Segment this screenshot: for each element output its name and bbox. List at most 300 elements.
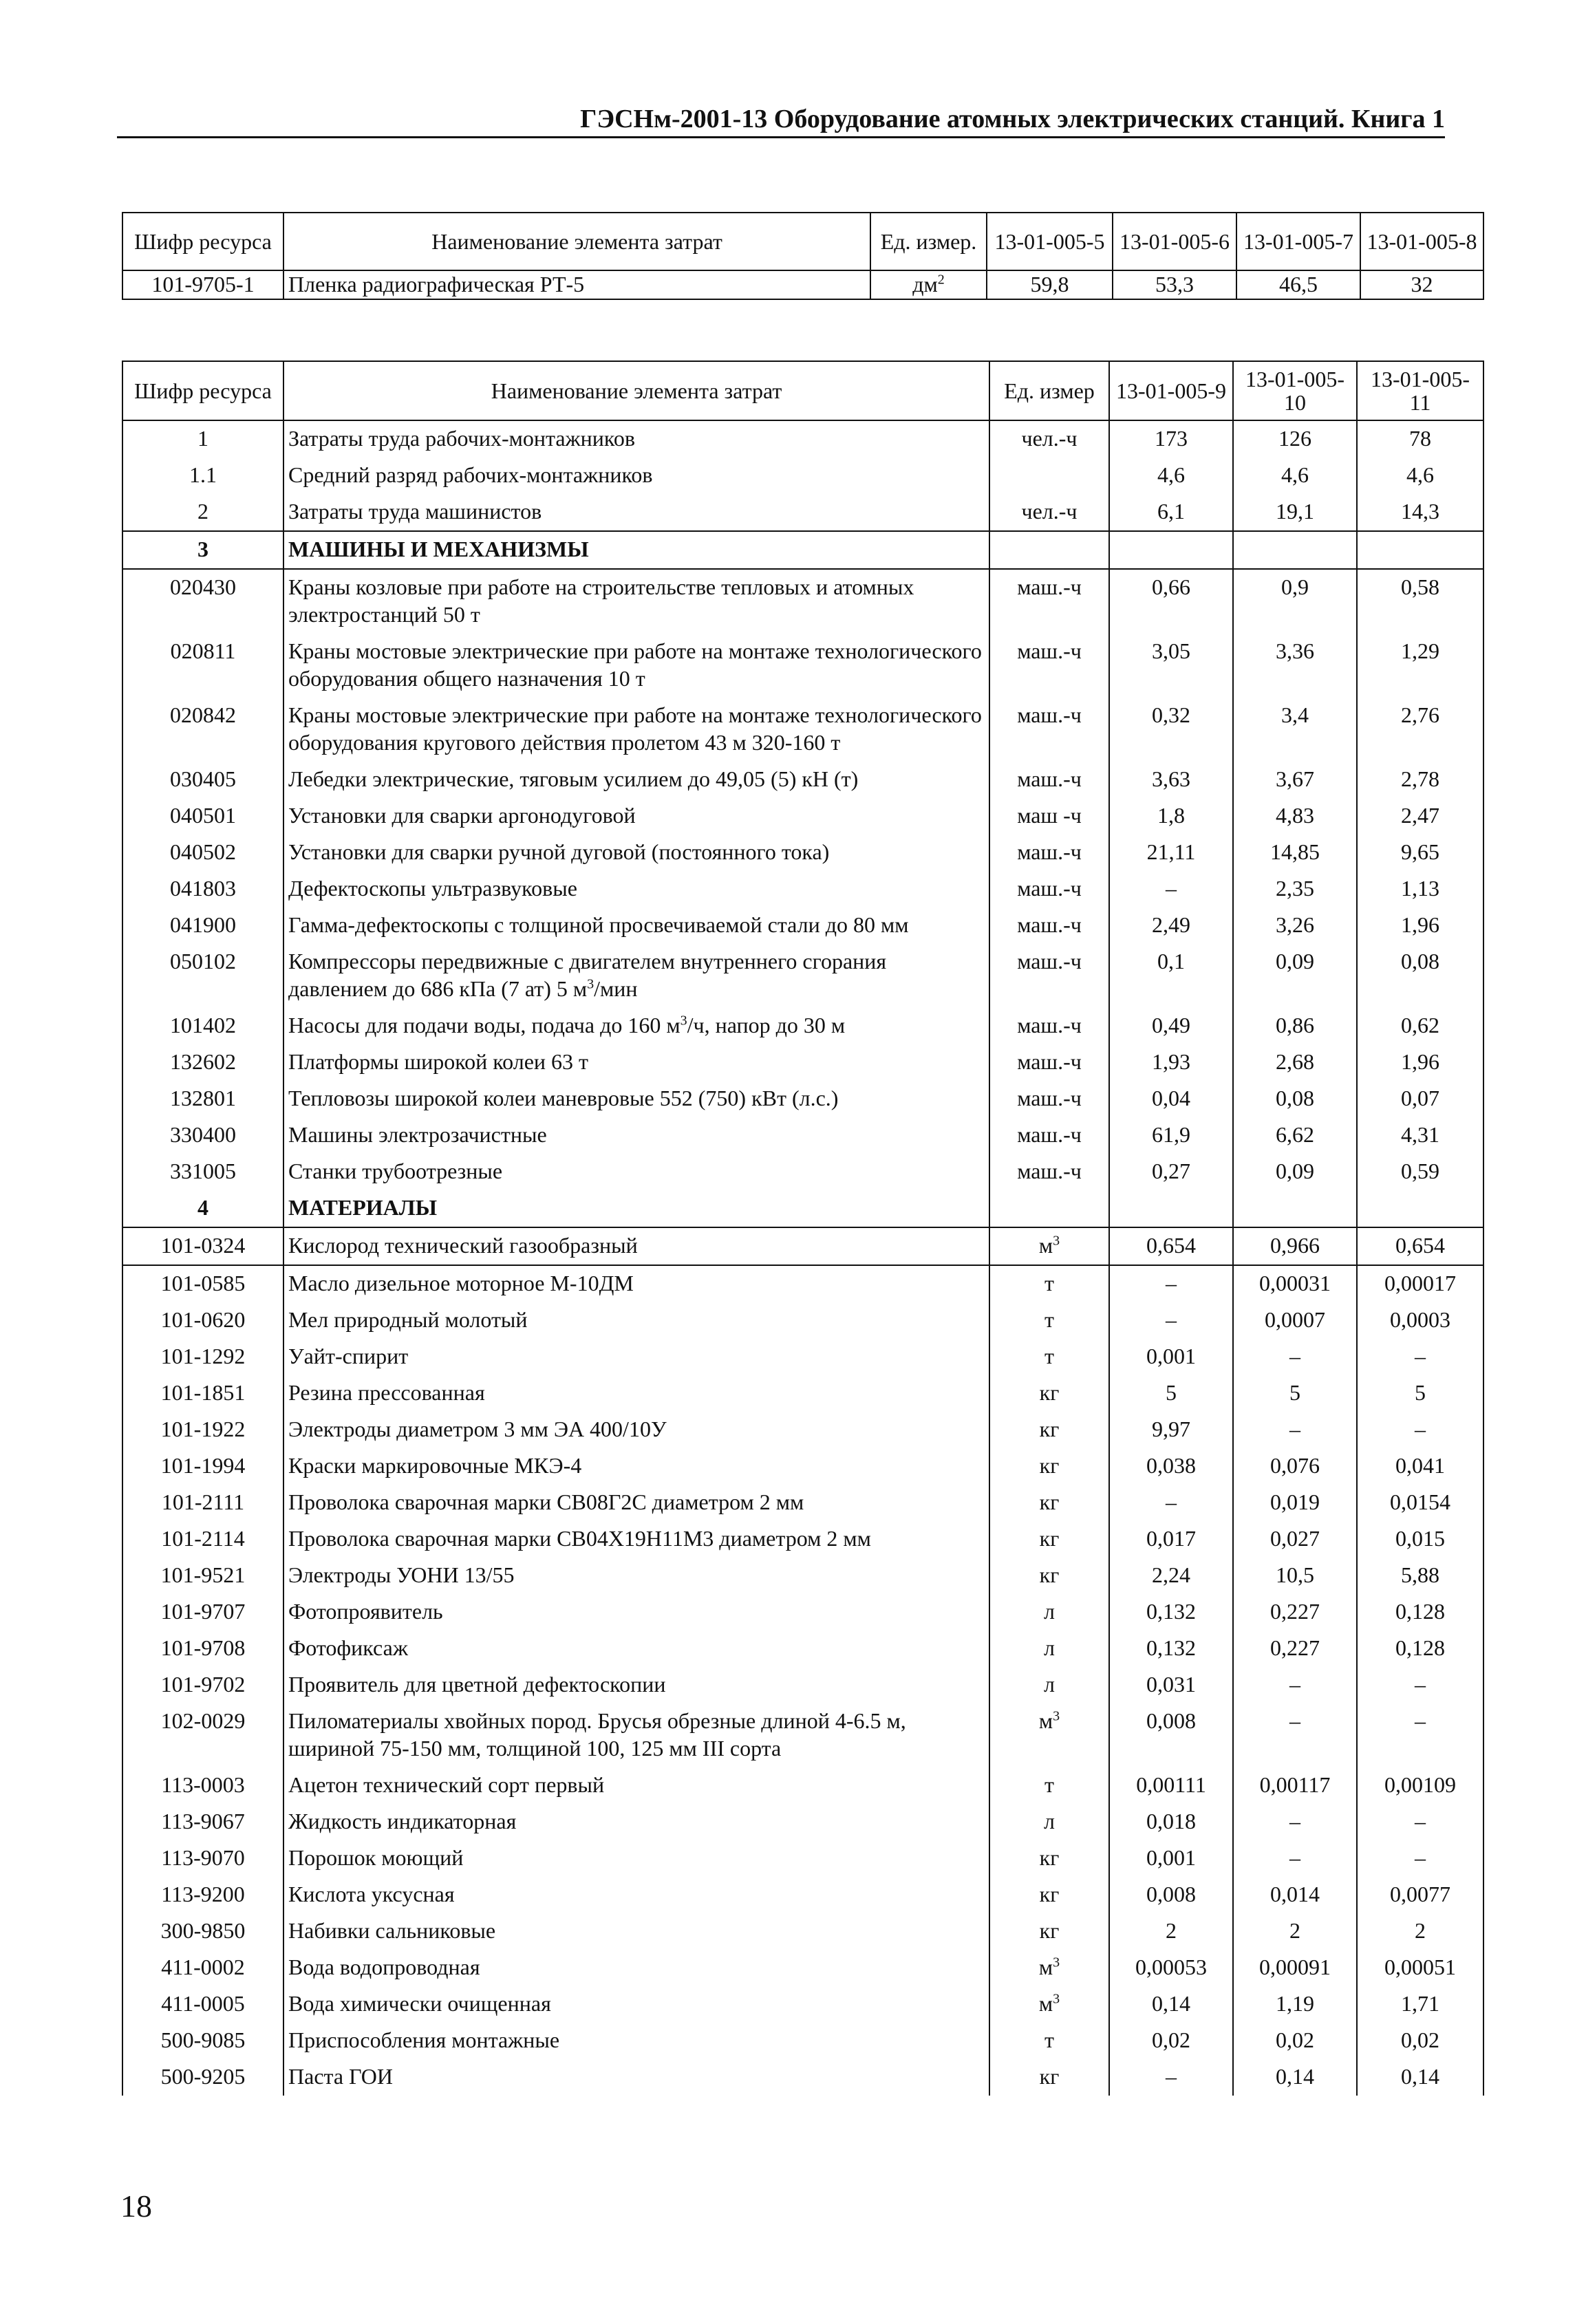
- cost-element-name: Приспособления монтажные: [283, 2023, 989, 2059]
- table-row: [122, 1081, 1483, 1117]
- value-005-9: 0,018: [1109, 1804, 1233, 1840]
- value-005-9: 0,017: [1109, 1521, 1233, 1558]
- value-005-10: 10,5: [1233, 1558, 1357, 1594]
- resource-code: 101-9521: [122, 1558, 283, 1594]
- value-005-9: 0,00053: [1109, 1950, 1233, 1986]
- value-005-11: [1357, 531, 1483, 569]
- cost-element-name: Машины электрозачистные: [283, 1117, 989, 1154]
- cost-element-name: Жидкость индикаторная: [283, 1804, 989, 1840]
- cost-element-name: Ацетон технический сорт первый: [283, 1767, 989, 1804]
- value-005-11: 0,0003: [1357, 1302, 1483, 1339]
- header-norm-005-8: 13-01-005-8: [1360, 213, 1483, 270]
- table-header-row: [122, 361, 1483, 420]
- value-005-9: 0,132: [1109, 1594, 1233, 1631]
- unit: маш.-ч: [989, 1044, 1109, 1081]
- cost-element-name: Пиломатериалы хвойных пород. Брусья обрезные длиной 4-6.5 м, шириной 75-150 мм, толщиной 100, 125 мм III сорта: [283, 1703, 989, 1767]
- resource-code: 101-0620: [122, 1302, 283, 1339]
- header-unit: Ед. измер.: [870, 213, 987, 270]
- table-row: [122, 1767, 1483, 1804]
- resource-code: 040502: [122, 835, 283, 871]
- value-005-10: 0,9: [1233, 569, 1357, 634]
- value-005-9: 3,63: [1109, 762, 1233, 798]
- value-005-10: –: [1233, 1703, 1357, 1767]
- header-resource-code: Шифр ресурса: [122, 361, 283, 420]
- value-005-11: 0,0154: [1357, 1485, 1483, 1521]
- value-005-11: 0,00051: [1357, 1950, 1483, 1986]
- value-005-9: [1109, 1190, 1233, 1227]
- table-row: [122, 1339, 1483, 1375]
- value-005-11: –: [1357, 1703, 1483, 1767]
- value-005-11: –: [1357, 1667, 1483, 1703]
- unit: л: [989, 1804, 1109, 1840]
- table-row: [122, 1008, 1483, 1044]
- table-row: [122, 569, 1483, 634]
- table-row: [122, 1154, 1483, 1190]
- value-005-11: 1,29: [1357, 634, 1483, 698]
- value-005-10: 0,00091: [1233, 1950, 1357, 1986]
- value-005-9: –: [1109, 2059, 1233, 2096]
- cost-element-name: Масло дизельное моторное М-10ДМ: [283, 1265, 989, 1302]
- value-005-11: –: [1357, 1840, 1483, 1877]
- value-005-10: 0,076: [1233, 1448, 1357, 1485]
- value-005-11: –: [1357, 1804, 1483, 1840]
- header-cost-element: Наименование элемента затрат: [283, 213, 870, 270]
- value-005-11: 0,128: [1357, 1631, 1483, 1667]
- unit: кг: [989, 2059, 1109, 2096]
- value-005-10: 0,09: [1233, 1154, 1357, 1190]
- unit: маш.-ч: [989, 1117, 1109, 1154]
- value-005-11: 0,02: [1357, 2023, 1483, 2059]
- unit: кг: [989, 1558, 1109, 1594]
- resource-code: 101-0324: [122, 1227, 283, 1265]
- value-005-9: 2,49: [1109, 907, 1233, 944]
- unit: т: [989, 1265, 1109, 1302]
- resource-code: 113-9200: [122, 1877, 283, 1913]
- unit: маш.-ч: [989, 634, 1109, 698]
- value-005-10: 19,1: [1233, 494, 1357, 531]
- value-005-11: 2,47: [1357, 798, 1483, 835]
- value-005-9: 21,11: [1109, 835, 1233, 871]
- header-norm-005-7: 13-01-005-7: [1236, 213, 1360, 270]
- value-005-10: 3,67: [1233, 762, 1357, 798]
- value-005-5: 59,8: [987, 270, 1113, 299]
- table-row: [122, 270, 1483, 299]
- cost-element-name: Фотопроявитель: [283, 1594, 989, 1631]
- value-005-10: 4,83: [1233, 798, 1357, 835]
- page-number: 18: [120, 2188, 152, 2224]
- value-005-11: 0,59: [1357, 1154, 1483, 1190]
- cost-element-name: Проволока сварочная марки СВ08Г2С диаметром 2 мм: [283, 1485, 989, 1521]
- value-005-9: 1,8: [1109, 798, 1233, 835]
- unit: кг: [989, 1840, 1109, 1877]
- cost-element-name: Установки для сварки ручной дуговой (постоянного тока): [283, 835, 989, 871]
- value-005-10: 4,6: [1233, 458, 1357, 494]
- resource-code: 101-1292: [122, 1339, 283, 1375]
- resource-code: 1.1: [122, 458, 283, 494]
- table-row: [122, 1302, 1483, 1339]
- value-005-11: 5,88: [1357, 1558, 1483, 1594]
- value-005-11: 0,015: [1357, 1521, 1483, 1558]
- value-005-11: 1,13: [1357, 871, 1483, 907]
- value-005-10: [1233, 1190, 1357, 1227]
- value-005-10: 0,09: [1233, 944, 1357, 1008]
- table-row: [122, 1227, 1483, 1265]
- resource-code: 101-2114: [122, 1521, 283, 1558]
- table-row: [122, 494, 1483, 531]
- table-row: [122, 420, 1483, 458]
- value-005-9: 0,654: [1109, 1227, 1233, 1265]
- value-005-9: –: [1109, 1265, 1233, 1302]
- value-005-9: 6,1: [1109, 494, 1233, 531]
- cost-element-name: Кислород технический газообразный: [283, 1227, 989, 1265]
- resource-code: 500-9205: [122, 2059, 283, 2096]
- resource-code: 132801: [122, 1081, 283, 1117]
- table-row: [122, 835, 1483, 871]
- value-005-11: [1357, 1190, 1483, 1227]
- resource-code: 020811: [122, 634, 283, 698]
- cost-element-name: Электроды диаметром 3 мм ЭА 400/10У: [283, 1412, 989, 1448]
- value-005-10: –: [1233, 1840, 1357, 1877]
- resource-code: 101-1922: [122, 1412, 283, 1448]
- value-005-11: 1,96: [1357, 1044, 1483, 1081]
- resource-code: 101-9705-1: [122, 270, 283, 299]
- unit: маш.-ч: [989, 698, 1109, 762]
- unit: кг: [989, 1375, 1109, 1412]
- header-norm-005-10: 13-01-005-10: [1233, 361, 1357, 420]
- unit: кг: [989, 1412, 1109, 1448]
- value-005-9: –: [1109, 1302, 1233, 1339]
- cost-element-name: Затраты труда рабочих-монтажников: [283, 420, 989, 458]
- resource-code: 101-9702: [122, 1667, 283, 1703]
- resource-code: 500-9085: [122, 2023, 283, 2059]
- table-row: [122, 1558, 1483, 1594]
- resource-code: 041803: [122, 871, 283, 907]
- unit: кг: [989, 1521, 1109, 1558]
- cost-element-name: Лебедки электрические, тяговым усилием до 49,05 (5) кН (т): [283, 762, 989, 798]
- cost-element-name: Паста ГОИ: [283, 2059, 989, 2096]
- value-005-11: 0,00109: [1357, 1767, 1483, 1804]
- resource-code: 1: [122, 420, 283, 458]
- cost-element-name: Компрессоры передвижные с двигателем внутреннего сгорания давлением до 686 кПа (7 ат) 5 $м^3$/мин: [283, 944, 989, 1008]
- table-row: [122, 1913, 1483, 1950]
- unit: кг: [989, 1448, 1109, 1485]
- value-005-11: 0,128: [1357, 1594, 1483, 1631]
- value-005-8: 32: [1360, 270, 1483, 299]
- value-005-9: 0,14: [1109, 1986, 1233, 2023]
- value-005-10: 0,966: [1233, 1227, 1357, 1265]
- unit: маш.-ч: [989, 907, 1109, 944]
- unit: [989, 458, 1109, 494]
- value-005-10: 0,014: [1233, 1877, 1357, 1913]
- cost-element-name: Платформы широкой колеи 63 т: [283, 1044, 989, 1081]
- section-title: МАТЕРИАЛЫ: [283, 1190, 989, 1227]
- table-row: [122, 1950, 1483, 1986]
- table-row: [122, 798, 1483, 835]
- cost-element-name: Порошок моющий: [283, 1840, 989, 1877]
- cost-element-name: Средний разряд рабочих-монтажников: [283, 458, 989, 494]
- table-row: [122, 944, 1483, 1008]
- value-005-11: 2,76: [1357, 698, 1483, 762]
- unit: маш -ч: [989, 798, 1109, 835]
- value-005-10: –: [1233, 1804, 1357, 1840]
- unit: $м^3$: [989, 1703, 1109, 1767]
- table-row: [122, 1631, 1483, 1667]
- cost-element-name: Уайт-спирит: [283, 1339, 989, 1375]
- cost-element-name: Электроды УОНИ 13/55: [283, 1558, 989, 1594]
- cost-element-name: Пленка радиографическая РТ-5: [283, 270, 870, 299]
- value-005-11: 0,08: [1357, 944, 1483, 1008]
- resource-code: 101-9707: [122, 1594, 283, 1631]
- value-005-10: [1233, 531, 1357, 569]
- value-005-9: [1109, 531, 1233, 569]
- document-title: ГЭСНм-2001-13 Оборудование атомных электрических станций. Книга 1: [580, 105, 1445, 133]
- cost-element-name: Кислота уксусная: [283, 1877, 989, 1913]
- unit: маш.-ч: [989, 944, 1109, 1008]
- unit: $дм^2$: [870, 270, 987, 299]
- resource-code: 101-1994: [122, 1448, 283, 1485]
- value-005-11: 78: [1357, 420, 1483, 458]
- cost-element-name: Дефектоскопы ультразвуковые: [283, 871, 989, 907]
- table-row: [122, 1667, 1483, 1703]
- unit: кг: [989, 1877, 1109, 1913]
- header-norm-005-9: 13-01-005-9: [1109, 361, 1233, 420]
- value-005-10: 0,02: [1233, 2023, 1357, 2059]
- unit: чел.-ч: [989, 420, 1109, 458]
- cost-elements-table: [122, 361, 1484, 2096]
- table-row: [122, 1485, 1483, 1521]
- value-005-11: 1,96: [1357, 907, 1483, 944]
- value-005-11: 0,07: [1357, 1081, 1483, 1117]
- section-title: МАШИНЫ И МЕХАНИЗМЫ: [283, 531, 989, 569]
- resource-code: 041900: [122, 907, 283, 944]
- unit: маш.-ч: [989, 835, 1109, 871]
- value-005-11: –: [1357, 1339, 1483, 1375]
- value-005-9: –: [1109, 1485, 1233, 1521]
- value-005-10: 5: [1233, 1375, 1357, 1412]
- value-005-11: 14,3: [1357, 494, 1483, 531]
- value-005-10: –: [1233, 1339, 1357, 1375]
- unit: т: [989, 1767, 1109, 1804]
- value-005-9: 0,132: [1109, 1631, 1233, 1667]
- value-005-10: 3,26: [1233, 907, 1357, 944]
- unit: кг: [989, 1485, 1109, 1521]
- resource-code: 101-9708: [122, 1631, 283, 1667]
- unit: чел.-ч: [989, 494, 1109, 531]
- cost-element-name: Резина прессованная: [283, 1375, 989, 1412]
- table-row: [122, 1594, 1483, 1631]
- value-005-9: 0,02: [1109, 2023, 1233, 2059]
- value-005-10: 14,85: [1233, 835, 1357, 871]
- unit: л: [989, 1667, 1109, 1703]
- unit: маш.-ч: [989, 1154, 1109, 1190]
- section-row: [122, 531, 1483, 569]
- unit: л: [989, 1594, 1109, 1631]
- unit: кг: [989, 1913, 1109, 1950]
- value-005-11: 0,041: [1357, 1448, 1483, 1485]
- value-005-10: 2,68: [1233, 1044, 1357, 1081]
- cost-element-name: Проявитель для цветной дефектоскопии: [283, 1667, 989, 1703]
- table-row: [122, 1804, 1483, 1840]
- value-005-10: 0,0007: [1233, 1302, 1357, 1339]
- table-row: [122, 634, 1483, 698]
- value-005-10: 0,019: [1233, 1485, 1357, 1521]
- table-row: [122, 1117, 1483, 1154]
- cost-element-name: Проволока сварочная марки СВ04Х19Н11М3 диаметром 2 мм: [283, 1521, 989, 1558]
- resource-code: 411-0002: [122, 1950, 283, 1986]
- resource-code: 040501: [122, 798, 283, 835]
- value-005-9: 0,031: [1109, 1667, 1233, 1703]
- table-row: [122, 2059, 1483, 2096]
- value-005-9: 173: [1109, 420, 1233, 458]
- table-header-row: [122, 213, 1483, 270]
- value-005-11: 0,14: [1357, 2059, 1483, 2096]
- value-005-7: 46,5: [1236, 270, 1360, 299]
- resource-code: 411-0005: [122, 1986, 283, 2023]
- header-resource-code: Шифр ресурса: [122, 213, 283, 270]
- value-005-6: 53,3: [1113, 270, 1236, 299]
- resource-code: 113-0003: [122, 1767, 283, 1804]
- cost-element-name: Тепловозы широкой колеи маневровые 552 (750) кВт (л.с.): [283, 1081, 989, 1117]
- value-005-11: 0,62: [1357, 1008, 1483, 1044]
- value-005-11: 2: [1357, 1913, 1483, 1950]
- value-005-11: 0,0077: [1357, 1877, 1483, 1913]
- resource-code: 132602: [122, 1044, 283, 1081]
- header-unit: Ед. измер: [989, 361, 1109, 420]
- value-005-9: 61,9: [1109, 1117, 1233, 1154]
- value-005-10: 0,00031: [1233, 1265, 1357, 1302]
- value-005-9: 0,00111: [1109, 1767, 1233, 1804]
- value-005-10: 0,86: [1233, 1008, 1357, 1044]
- unit: маш.-ч: [989, 1081, 1109, 1117]
- unit: л: [989, 1631, 1109, 1667]
- header-norm-005-11: 13-01-005-11: [1357, 361, 1483, 420]
- unit: маш.-ч: [989, 871, 1109, 907]
- value-005-11: 4,6: [1357, 458, 1483, 494]
- unit: т: [989, 1302, 1109, 1339]
- value-005-10: 2,35: [1233, 871, 1357, 907]
- value-005-9: 0,04: [1109, 1081, 1233, 1117]
- table-row: [122, 1986, 1483, 2023]
- unit: т: [989, 2023, 1109, 2059]
- unit: маш.-ч: [989, 762, 1109, 798]
- value-005-10: 2: [1233, 1913, 1357, 1950]
- value-005-10: 1,19: [1233, 1986, 1357, 2023]
- value-005-11: 0,654: [1357, 1227, 1483, 1265]
- value-005-10: 3,4: [1233, 698, 1357, 762]
- value-005-11: 4,31: [1357, 1117, 1483, 1154]
- cost-element-name: Вода химически очищенная: [283, 1986, 989, 2023]
- table-row: [122, 762, 1483, 798]
- value-005-10: 6,62: [1233, 1117, 1357, 1154]
- value-005-10: 0,227: [1233, 1594, 1357, 1631]
- table-row: [122, 1521, 1483, 1558]
- header-norm-005-6: 13-01-005-6: [1113, 213, 1236, 270]
- table-row: [122, 1448, 1483, 1485]
- value-005-9: 2: [1109, 1913, 1233, 1950]
- cost-element-name: Фотофиксаж: [283, 1631, 989, 1667]
- value-005-9: 0,001: [1109, 1339, 1233, 1375]
- value-005-10: –: [1233, 1667, 1357, 1703]
- value-005-11: 0,58: [1357, 569, 1483, 634]
- unit: маш.-ч: [989, 1008, 1109, 1044]
- resource-code: 113-9067: [122, 1804, 283, 1840]
- value-005-10: 0,08: [1233, 1081, 1357, 1117]
- cost-element-name: Насосы для подачи воды, подача до 160 $м^3/ч$, напор до 30 м: [283, 1008, 989, 1044]
- resource-code: 101-2111: [122, 1485, 283, 1521]
- value-005-10: 3,36: [1233, 634, 1357, 698]
- unit: $м^3$: [989, 1950, 1109, 1986]
- resource-code: 101-1851: [122, 1375, 283, 1412]
- cost-element-name: Краны мостовые электрические при работе на монтаже технологического оборудования кругового действия пролетом 43 м 320-160 т: [283, 698, 989, 762]
- cost-element-name: Станки трубоотрезные: [283, 1154, 989, 1190]
- value-005-9: 9,97: [1109, 1412, 1233, 1448]
- value-005-9: 1,93: [1109, 1044, 1233, 1081]
- resource-code: 101402: [122, 1008, 283, 1044]
- value-005-9: 3,05: [1109, 634, 1233, 698]
- value-005-11: 2,78: [1357, 762, 1483, 798]
- table-row: [122, 2023, 1483, 2059]
- value-005-9: 0,038: [1109, 1448, 1233, 1485]
- value-005-9: 0,008: [1109, 1703, 1233, 1767]
- table-row: [122, 1044, 1483, 1081]
- resource-code: 030405: [122, 762, 283, 798]
- value-005-11: 5: [1357, 1375, 1483, 1412]
- cost-element-name: Краски маркировочные МКЭ-4: [283, 1448, 989, 1485]
- cost-element-name: Краны мостовые электрические при работе на монтаже технологического оборудования общего назначения 10 т: [283, 634, 989, 698]
- value-005-9: 4,6: [1109, 458, 1233, 494]
- table-row: [122, 1877, 1483, 1913]
- radiographic-film-table: [122, 212, 1484, 300]
- header-cost-element: Наименование элемента затрат: [283, 361, 989, 420]
- value-005-11: 9,65: [1357, 835, 1483, 871]
- value-005-9: 0,32: [1109, 698, 1233, 762]
- section-row: [122, 1190, 1483, 1227]
- value-005-9: 0,66: [1109, 569, 1233, 634]
- page-header: [117, 103, 1445, 138]
- value-005-9: 5: [1109, 1375, 1233, 1412]
- table-row: [122, 1265, 1483, 1302]
- cost-element-name: Краны козловые при работе на строительстве тепловых и атомных электростанций 50 т: [283, 569, 989, 634]
- table-body: [122, 420, 1483, 2096]
- value-005-9: 0,008: [1109, 1877, 1233, 1913]
- table-row: [122, 1840, 1483, 1877]
- table-row: [122, 907, 1483, 944]
- value-005-9: 0,001: [1109, 1840, 1233, 1877]
- cost-element-name: Установки для сварки аргонодуговой: [283, 798, 989, 835]
- table-row: [122, 458, 1483, 494]
- value-005-9: 0,49: [1109, 1008, 1233, 1044]
- unit: [989, 531, 1109, 569]
- unit: т: [989, 1339, 1109, 1375]
- value-005-11: 0,00017: [1357, 1265, 1483, 1302]
- value-005-9: 0,27: [1109, 1154, 1233, 1190]
- resource-code: 020842: [122, 698, 283, 762]
- resource-code: 020430: [122, 569, 283, 634]
- resource-code: 331005: [122, 1154, 283, 1190]
- unit: $м^3$: [989, 1227, 1109, 1265]
- value-005-9: 0,1: [1109, 944, 1233, 1008]
- resource-code: 4: [122, 1190, 283, 1227]
- unit: [989, 1190, 1109, 1227]
- value-005-11: –: [1357, 1412, 1483, 1448]
- unit: $м^3$: [989, 1986, 1109, 2023]
- table-row: [122, 1412, 1483, 1448]
- resource-code: 102-0029: [122, 1703, 283, 1767]
- cost-element-name: Набивки сальниковые: [283, 1913, 989, 1950]
- cost-element-name: Вода водопроводная: [283, 1950, 989, 1986]
- value-005-10: 0,027: [1233, 1521, 1357, 1558]
- value-005-10: 0,00117: [1233, 1767, 1357, 1804]
